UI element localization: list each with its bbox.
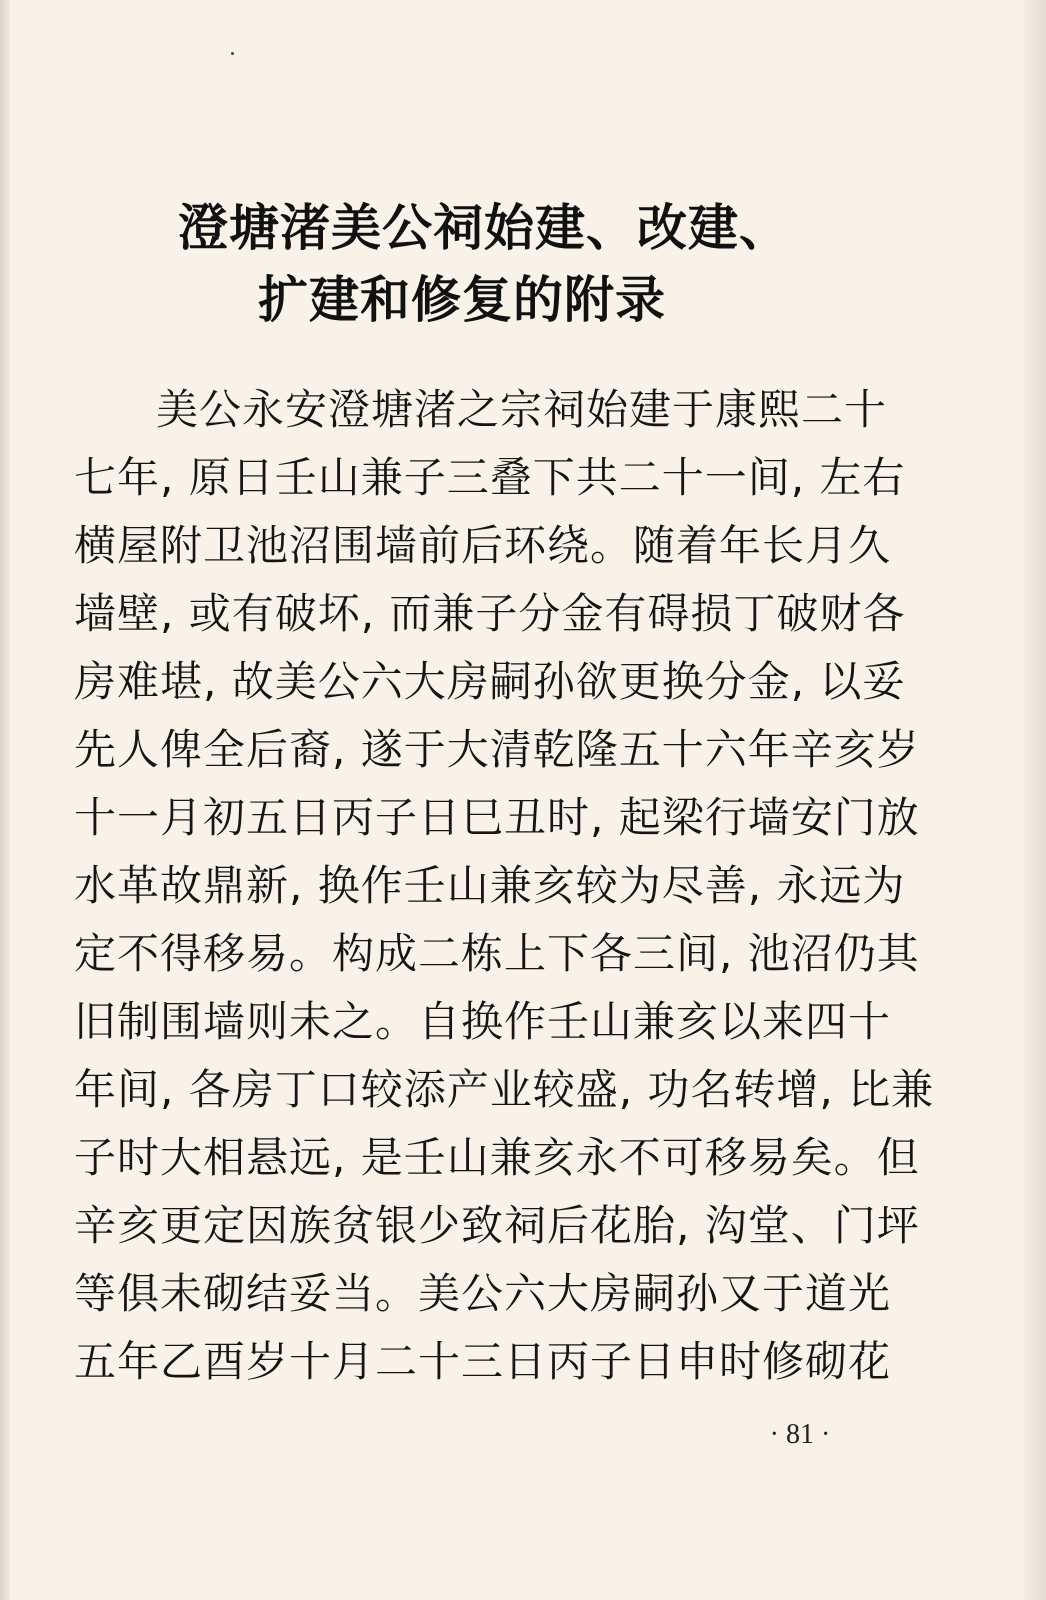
text-line: 定不得移易。构成二栋上下各三间, 池沼仍其: [74, 929, 920, 978]
title-line-1: 澄塘渚美公祠始建、改建、: [178, 198, 790, 257]
text-line: 房难堪, 故美公六大房嗣孙欲更换分金, 以妥: [74, 657, 906, 706]
document-title: [150, 192, 810, 336]
text-line: 五年乙酉岁十月二十三日丙子日申时修砌花: [74, 1337, 892, 1386]
text-line: 美公永安澄塘渚之宗祠始建于康熙二十: [156, 385, 888, 434]
text-line: 墙壁, 或有破坏, 而兼子分金有碍损丁破财各: [74, 589, 906, 638]
page-number: · 81 ·: [769, 1419, 831, 1450]
text-line: 子时大相悬远, 是壬山兼亥永不可移易矣。但: [74, 1133, 920, 1182]
text-line: 横屋附卫池沼围墙前后环绕。随着年长月久: [74, 521, 892, 570]
text-line: 等俱未砌结妥当。美公六大房嗣孙又于道光: [74, 1269, 892, 1318]
page-right-edge: [1024, 0, 1046, 1600]
text-line: 年间, 各房丁口较添产业较盛, 功名转增, 比兼: [74, 1065, 935, 1114]
page-left-edge: [0, 0, 10, 1600]
text-line: 旧制围墙则未之。自换作壬山兼亥以来四十: [74, 997, 892, 1046]
body-text: [74, 376, 935, 1396]
paper-speck: [231, 52, 234, 55]
text-line: 十一月初五日丙子日巳丑时, 起梁行墙安门放: [74, 793, 920, 842]
text-line: 辛亥更定因族贫银少致祠后花胎, 沟堂、门坪: [74, 1201, 920, 1250]
text-line: 先人俾全后裔, 遂于大清乾隆五十六年辛亥岁: [74, 725, 920, 774]
text-line: 水革故鼎新, 换作壬山兼亥较为尽善, 永远为: [74, 861, 906, 910]
text-line: 七年, 原日壬山兼子三叠下共二十一间, 左右: [74, 453, 906, 502]
title-line-2: 扩建和修复的附录: [258, 270, 666, 329]
